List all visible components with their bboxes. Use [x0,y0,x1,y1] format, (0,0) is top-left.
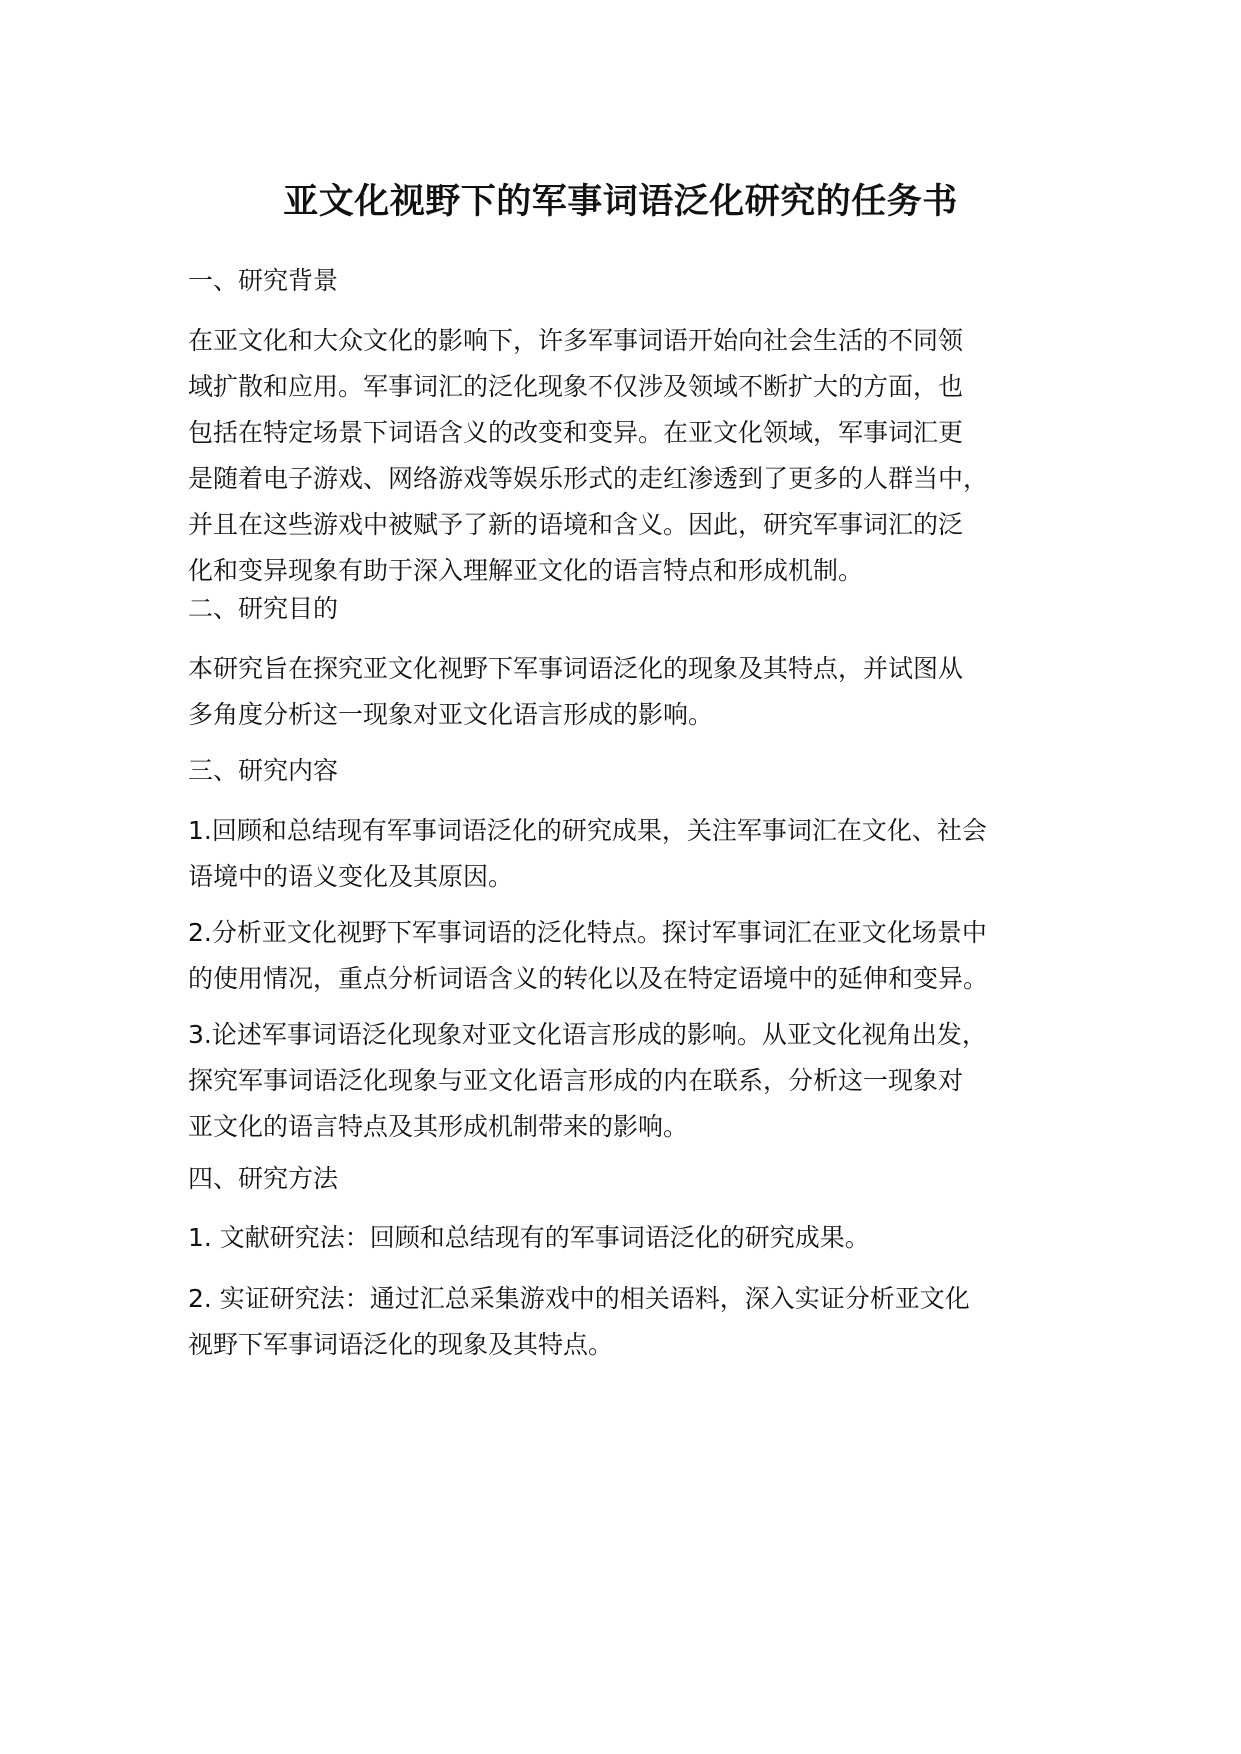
paragraph-line: 3.论述军事词语泛化现象对亚文化语言形成的影响。从亚文化视角出发， [188,1020,987,1049]
content-item-3 [188,1012,1088,1150]
section-heading-objective [188,586,1088,632]
section-heading: 二、研究目的 [188,594,339,623]
paragraph-line: 是随着电子游戏、网络游戏等娱乐形式的走红渗透到了更多的人群当中， [188,464,989,493]
content-item-2 [188,910,1088,1002]
paragraph-line: 亚文化的语言特点及其形成机制带来的影响。 [188,1112,689,1141]
paragraph-line: 2. 实证研究法：通过汇总采集游戏中的相关语料，深入实证分析亚文化 [188,1284,970,1313]
paragraph-line: 在亚文化和大众文化的影响下，许多军事词语开始向社会生活的不同领 [188,326,964,355]
section-heading-content [188,748,1088,794]
paragraph-line: 探究军事词语泛化现象与亚文化语言形成的内在联系，分析这一现象对 [188,1066,964,1095]
paragraph-line: 并且在这些游戏中被赋予了新的语境和含义。因此，研究军事词汇的泛 [188,510,964,539]
paragraph-line: 域扩散和应用。军事词汇的泛化现象不仅涉及领域不断扩大的方面，也 [188,372,964,401]
document-title: 亚文化视野下的军事词语泛化研究的任务书 [283,182,958,222]
paragraph-line: 化和变异现象有助于深入理解亚文化的语言特点和形成机制。 [188,556,864,585]
section-heading: 三、研究内容 [188,756,339,785]
method-item-1 [188,1215,1088,1261]
section-heading-background [188,258,1088,304]
paragraph-background [188,318,1088,594]
paragraph-line: 2.分析亚文化视野下军事词语的泛化特点。探讨军事词汇在亚文化场景中 [188,918,987,947]
paragraph-line: 包括在特定场景下词语含义的改变和变异。在亚文化领域，军事词汇更 [188,418,964,447]
paragraph-line: 语境中的语义变化及其原因。 [188,862,514,891]
paragraph-line: 1.回顾和总结现有军事词语泛化的研究成果，关注军事词汇在文化、社会 [188,816,987,845]
section-heading-methods [188,1156,1088,1202]
section-heading: 四、研究方法 [188,1164,339,1193]
paragraph-line: 的使用情况，重点分析词语含义的转化以及在特定语境中的延伸和变异。 [188,964,989,993]
paragraph-line: 1. 文献研究法：回顾和总结现有的军事词语泛化的研究成果。 [188,1223,870,1252]
section-heading: 一、研究背景 [188,266,339,295]
paragraph-line: 多角度分析这一现象对亚文化语言形成的影响。 [188,700,714,729]
content-item-1 [188,808,1088,900]
paragraph-line: 本研究旨在探究亚文化视野下军事词语泛化的现象及其特点，并试图从 [188,654,964,683]
paragraph-objective [188,646,1088,738]
method-item-2 [188,1276,1088,1368]
paragraph-line: 视野下军事词语泛化的现象及其特点。 [188,1330,614,1359]
